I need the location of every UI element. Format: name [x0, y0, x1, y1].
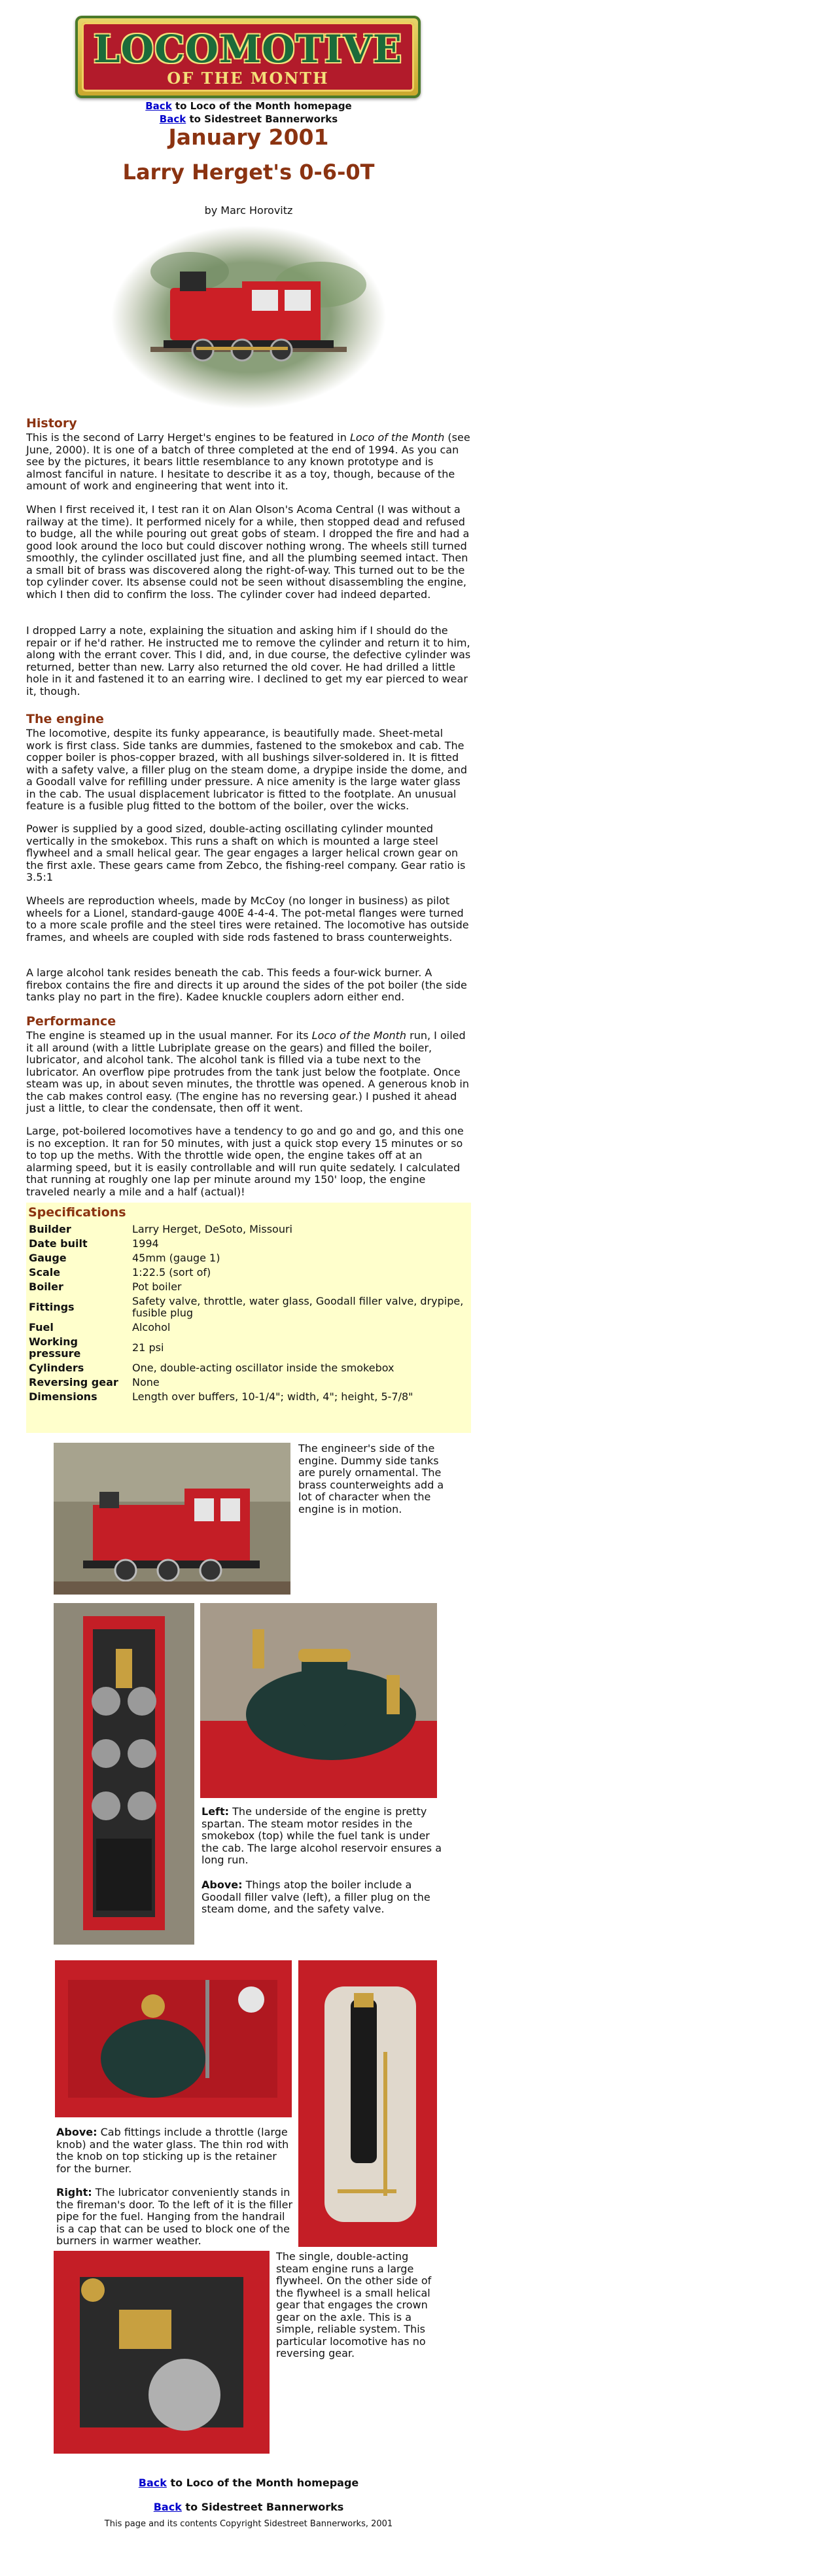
- spec-value: Pot boiler: [132, 1280, 182, 1293]
- spec-value: 1:22.5 (sort of): [132, 1266, 211, 1279]
- spec-value: Length over buffers, 10-1/4"; width, 4"; height, 5-7/8": [132, 1390, 413, 1403]
- engine-paragraph-4: A large alcohol tank resides beneath the cab. This feeds a four-wick burner. A firebox contains the fire and directs it up around the sides of the pot boiler (the side tanks play no part in the fire). Kadee knuckle couplers adorn either end.: [26, 966, 467, 1003]
- spec-row: [26, 1265, 471, 1280]
- caption-above-cab: Above: Cab fittings include a throttle (large knob) and the water glass. The thin rod with the knob on top sticking up is the retainer for the burner.: [56, 2126, 289, 2175]
- caption-above-boiler: Above: Things atop the boiler include a Goodall filler valve (left), a filler plug on the steam dome, and the safety valve.: [201, 1879, 430, 1915]
- footer-back-to-bannerworks-link[interactable]: Back: [153, 2501, 182, 2513]
- hero-locomotive-photo: [111, 226, 386, 409]
- performance-heading: Performance: [26, 1014, 116, 1029]
- cab-fittings-photo: [55, 1960, 292, 2117]
- history-heading: History: [26, 416, 77, 431]
- spec-key: Builder: [29, 1223, 71, 1235]
- boiler-top-photo: [200, 1603, 437, 1798]
- issue-date: January 2001: [168, 124, 329, 150]
- spec-row: [26, 1390, 471, 1404]
- engine-heading: The engine: [26, 712, 104, 726]
- lubricator-door-photo: [298, 1960, 437, 2247]
- spec-value: Alcohol: [132, 1321, 171, 1333]
- copyright: This page and its contents Copyright Sidestreet Bannerworks, 2001: [104, 2519, 393, 2529]
- spec-row: [26, 1320, 471, 1335]
- spec-key: Scale: [29, 1266, 61, 1279]
- spec-value: One, double-acting oscillator inside the smokebox: [132, 1362, 394, 1374]
- spec-row: [26, 1280, 471, 1294]
- footer-back-to-lotm-link[interactable]: Back: [138, 2477, 167, 2489]
- logo-subtitle: OF THE MONTH: [167, 69, 329, 88]
- spec-key: Cylinders: [29, 1362, 84, 1374]
- engine-paragraph-3: Wheels are reproduction wheels, made by McCoy (no longer in business) as pilot wheels for a Lionel, standard-gauge 400E 4-4-4. The pot-metal flanges were turned to a more scale profile and the steel tires were retained. The locomotive has outside frames, and wheels are coupled with side rods fastened to brass counterweights.: [26, 894, 469, 944]
- byline: by Marc Horovitz: [204, 204, 293, 217]
- spec-key: Fuel: [29, 1321, 54, 1333]
- spec-value: Safety valve, throttle, water glass, Goodall filler valve, drypipe, fusible plug: [132, 1295, 464, 1319]
- spec-key: Reversing gear: [29, 1376, 118, 1388]
- performance-paragraph-2: Large, pot-boilered locomotives have a tendency to go and go and go, and this one is no exception. It ran for 50 minutes, with just a quick stop every 15 minutes or so to top up the meths. With the throttle wide open, the engine takes off at an alarming speed, but it is easily controllable and will run quite sedately. I calculated that running at roughly one lap per minute around my 150' loop, the engine traveled nearly a mile and a half (actual)!: [26, 1125, 464, 1198]
- spec-row: [26, 1222, 471, 1237]
- caption-motor: The single, double-acting steam engine runs a large flywheel. On the other side of the flywheel is a small helical gear that engages the crown gear on the axle. This is a simple, reliable system. This particular locomotive has no reversing gear.: [276, 2250, 432, 2359]
- specifications-heading: Specifications: [28, 1205, 126, 1220]
- history-paragraph-1: This is the second of Larry Herget's engines to be featured in Loco of the Month (see June, 2000). It is one of a batch of three completed at the end of 1994. As you can see by the pictures, it bears little resemblance to any known prototype and is almost fanciful in nature. I hesitate to describe it as a toy, though, because of the amount of work and engineering that went into it.: [26, 431, 470, 492]
- spec-key: Boiler: [29, 1280, 63, 1293]
- back-to-bannerworks-link[interactable]: Back: [159, 113, 186, 125]
- spec-value: Larry Herget, DeSoto, Missouri: [132, 1223, 292, 1235]
- caption-side: The engineer's side of the engine. Dummy side tanks are purely ornamental. The brass counterweights add a lot of character when the engine is in motion.: [298, 1442, 444, 1515]
- loco-of-the-month-logo[interactable]: [75, 16, 421, 98]
- spec-row: [26, 1237, 471, 1251]
- history-paragraph-3: I dropped Larry a note, explaining the situation and asking him if I should do the repair or if he'd rather. He instructed me to remove the cylinder and return it to him, along with the errant cover. This I did, and, in due course, the defective cylinder was returned, better than new. Larry also returned the old cover. He had drilled a little hole in it and fastened it to an earring wire. I declined to get my ear pierced to wear it, though.: [26, 624, 471, 697]
- steam-motor-photo: [54, 2251, 270, 2454]
- engine-paragraph-1: The locomotive, despite its funky appearance, is beautifully made. Sheet-metal work is first class. Side tanks are dummies, fastened to the smokebox and cab. The copper boiler is phos-copper brazed, with all bushings silver-soldered in. It is fitted with a safety valve, a filler plug on the steam dome, a drypipe inside the dome, and a Goodall valve for refilling under pressure. A nice amenity is the large water glass in the cab. The usual displacement lubricator is fitted to the footplate. An unusual feature is a fusible plug fitted to the bottom of the boiler, over the wicks.: [26, 727, 467, 812]
- spec-key: Date built: [29, 1237, 88, 1250]
- logo-title: LOCOMOTIVE: [93, 27, 403, 71]
- page-title: Larry Herget's 0-6-0T: [122, 160, 375, 185]
- history-paragraph-2: When I first received it, I test ran it on Alan Olson's Acoma Central (I was without a railway at the time). It performed nicely for a while, then stopped dead and refused to budge, all the while pouring out great gobs of steam. I dropped the fire and had a good look around the loco but could discover nothing wrong. The wheels still turned smoothly, the cylinder oscillated just fine, and all the plumbing seemed intact. Then a small bit of brass was discovered along the right-of-way. This turned out to be the top cylinder cover. Its absense could not be seen without disassembling the engine, which I then did to confirm the loss. The cylinder cover had indeed departed.: [26, 503, 470, 601]
- spec-row: [26, 1294, 471, 1320]
- back-to-lotm-link[interactable]: Back: [145, 100, 172, 112]
- spec-key: Gauge: [29, 1252, 67, 1264]
- spec-value: 45mm (gauge 1): [132, 1252, 220, 1264]
- specifications-table: [26, 1222, 471, 1404]
- engine-paragraph-2: Power is supplied by a good sized, double-acting oscillating cylinder mounted vertically in the smokebox. This runs a shaft on which is mounted a large steel flywheel and a small helical gear. The gear engages a larger helical crown gear on the first axle. These gears came from Zebco, the fishing-reel company. Gear ratio is 3.5:1: [26, 822, 466, 883]
- underside-photo: [54, 1603, 194, 1945]
- top-nav: Back to Loco of the Month homepage Back to Sidestreet Bannerworks: [145, 100, 352, 125]
- spec-row: [26, 1335, 471, 1361]
- engineers-side-photo: [54, 1443, 290, 1595]
- performance-paragraph-1: The engine is steamed up in the usual manner. For its Loco of the Month run, I oiled it all around (with a little Lubriplate grease on the gears) and filled the boiler, lubricator, and alcohol tank. The alcohol tank is filled via a tube next to the lubricator. An overflow pipe protrudes from the tank just below the footplate. Once steam was up, in about seven minutes, the throttle was opened. A generous knob in the cab makes control easy. (The engine has no reversing gear.) I pushed it ahead just a little, to clear the condensate, then off it went.: [26, 1029, 470, 1114]
- spec-row: [26, 1251, 471, 1265]
- spec-key: Fittings: [29, 1301, 75, 1313]
- caption-left: Left: The underside of the engine is pretty spartan. The steam motor resides in the smokebox (top) while the fuel tank is under the cab. The large alcohol reservoir ensures a long run.: [201, 1805, 442, 1866]
- spec-value: 1994: [132, 1237, 159, 1250]
- spec-key: Dimensions: [29, 1390, 97, 1403]
- caption-right: Right: The lubricator conveniently stands in the fireman's door. To the left of it is the filler pipe for the fuel. Hanging from the handrail is a cap that can be used to block one of the burners in warmer weather.: [56, 2186, 293, 2247]
- spec-row: [26, 1375, 471, 1390]
- spec-value: 21 psi: [132, 1341, 164, 1354]
- spec-key: Working pressure: [29, 1335, 81, 1360]
- spec-row: [26, 1361, 471, 1375]
- specifications-box: [26, 1203, 471, 1433]
- spec-value: None: [132, 1376, 160, 1388]
